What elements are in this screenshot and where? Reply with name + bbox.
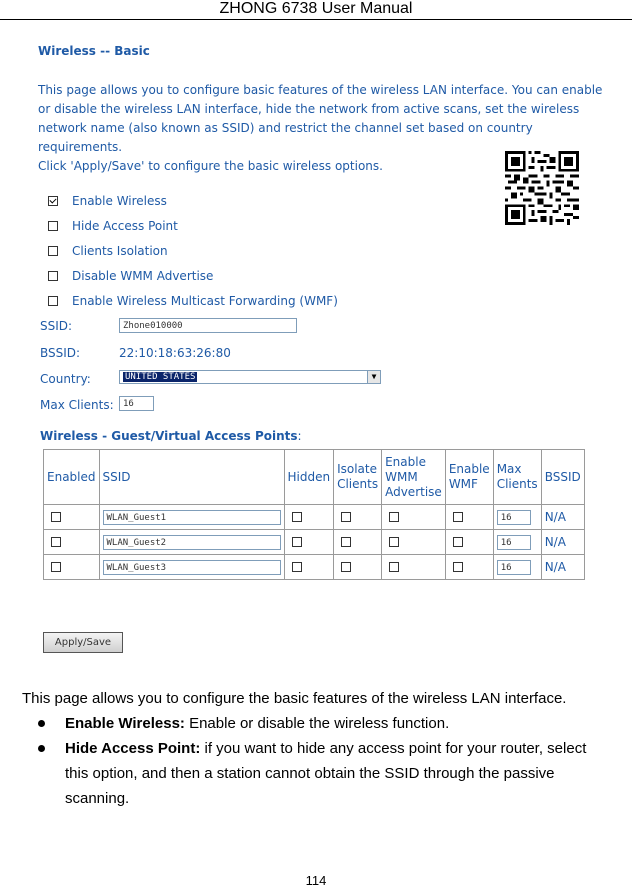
guest-ssid-input[interactable]: WLAN_Guest1 [103, 510, 281, 525]
clients-isolation-checkbox[interactable] [48, 246, 58, 256]
header-line: Isolate [337, 462, 378, 476]
country-selected-value: UNITED STATES [125, 372, 196, 382]
page-title: Wireless -- Basic [38, 44, 150, 58]
bullet-item [0, 711, 605, 736]
bssid-cell: N/A [541, 530, 584, 555]
isolate-checkbox[interactable] [341, 562, 351, 572]
max-clients-label: Max Clients: [40, 398, 114, 412]
ssid-cell [99, 505, 284, 530]
isolate-checkbox[interactable] [341, 537, 351, 547]
guest-ap-table [43, 449, 585, 580]
guest-wmf-checkbox[interactable] [453, 537, 463, 547]
table-row [44, 505, 585, 530]
bssid-cell: N/A [541, 505, 584, 530]
header-line: Clients [496, 477, 538, 491]
col-header-hidden: Hidden [284, 450, 334, 505]
clients-isolation-option[interactable] [48, 243, 168, 259]
chevron-down-icon[interactable]: ▼ [367, 371, 380, 383]
description-line: requirements. [38, 140, 123, 154]
bullet-text: if you want to hide any access point for your router, select this option, and then a station cannot obtain the SSID through the passive scanning. [65, 740, 587, 807]
enabled-checkbox[interactable] [51, 537, 61, 547]
header-line: Enable [448, 462, 490, 476]
max-clients-cell [493, 555, 541, 580]
hidden-checkbox[interactable] [292, 512, 302, 522]
enable-wireless-option[interactable] [48, 193, 167, 209]
enabled-cell [44, 505, 100, 530]
wmm-checkbox[interactable] [389, 562, 399, 572]
guest-section-title-text: Wireless - Guest/Virtual Access Points [40, 429, 298, 443]
enabled-checkbox[interactable] [51, 512, 61, 522]
table-row [44, 555, 585, 580]
hidden-checkbox[interactable] [292, 537, 302, 547]
isolate-cell [334, 505, 382, 530]
hidden-cell [284, 530, 334, 555]
header-line: Clients [337, 477, 379, 491]
wmm-checkbox[interactable] [389, 512, 399, 522]
ssid-input[interactable]: Zhone010000 [119, 318, 297, 333]
guest-wmf-checkbox[interactable] [453, 562, 463, 572]
guest-max-clients-input[interactable]: 16 [497, 535, 531, 550]
manual-body [0, 686, 632, 811]
enabled-cell [44, 555, 100, 580]
wmf-option[interactable] [48, 293, 338, 309]
wmf-cell [445, 530, 493, 555]
description-line: or disable the wireless LAN interface, hide the network from active scans, set the wireless [38, 102, 580, 116]
wmm-cell [382, 555, 446, 580]
enabled-cell [44, 530, 100, 555]
header-line: WMM [385, 469, 418, 484]
document-title: ZHONG 6738 User Manual [219, 0, 413, 17]
bssid-value: 22:10:18:63:26:80 [119, 346, 231, 360]
enabled-checkbox[interactable] [51, 562, 61, 572]
hidden-cell [284, 555, 334, 580]
guest-max-clients-input[interactable]: 16 [497, 560, 531, 575]
page-number: 114 [305, 873, 327, 888]
header-line: Enable [385, 454, 426, 469]
checkbox-label: Hide Access Point [72, 219, 178, 233]
bullet-term: Enable Wireless: [65, 715, 185, 732]
isolate-checkbox[interactable] [341, 512, 351, 522]
col-header-max-clients [493, 450, 541, 505]
bullet-dot-icon [38, 745, 45, 752]
hide-access-point-checkbox[interactable] [48, 221, 58, 231]
bullet-text: Enable or disable the wireless function. [184, 715, 450, 732]
max-clients-cell [493, 530, 541, 555]
guest-section-colon: : [297, 429, 302, 443]
isolate-cell [334, 530, 382, 555]
table-row [44, 530, 585, 555]
guest-wmf-checkbox[interactable] [453, 512, 463, 522]
bullet-term: Hide Access Point: [65, 740, 201, 757]
max-clients-cell [493, 505, 541, 530]
col-header-enabled: Enabled [44, 450, 100, 505]
disable-wmm-option[interactable] [48, 268, 213, 284]
hidden-checkbox[interactable] [292, 562, 302, 572]
wmf-checkbox[interactable] [48, 296, 58, 306]
col-header-bssid: BSSID [541, 450, 584, 505]
col-header-isolate-clients [334, 450, 382, 505]
checkbox-label: Disable WMM Advertise [72, 269, 214, 283]
intro-paragraph: This page allows you to configure the basic features of the wireless LAN interface. [22, 690, 567, 707]
wmf-cell [445, 505, 493, 530]
isolate-cell [334, 555, 382, 580]
bullet-item [0, 736, 605, 811]
apply-save-button[interactable]: Apply/Save [43, 632, 123, 653]
wmm-cell [382, 505, 446, 530]
guest-section-title [40, 429, 302, 443]
col-header-ssid: SSID [99, 450, 284, 505]
guest-max-clients-input[interactable]: 16 [497, 510, 531, 525]
bssid-label: BSSID: [40, 346, 81, 360]
checkbox-label: Enable Wireless [72, 194, 167, 208]
wmm-checkbox[interactable] [389, 537, 399, 547]
header-line: Advertise [385, 484, 442, 499]
qr-code [505, 151, 579, 225]
enable-wireless-checkbox[interactable] [48, 196, 58, 206]
col-header-wmf [445, 450, 493, 505]
max-clients-input[interactable]: 16 [119, 396, 154, 411]
wmm-cell [382, 530, 446, 555]
hide-access-point-option[interactable] [48, 218, 178, 234]
bullet-dot-icon [38, 720, 45, 727]
guest-ssid-input[interactable]: WLAN_Guest2 [103, 535, 281, 550]
disable-wmm-checkbox[interactable] [48, 271, 58, 281]
header-line: WMF [448, 477, 478, 491]
country-select[interactable] [119, 370, 381, 384]
description-line: This page allows you to configure basic features of the wireless LAN interface. You can enable [38, 83, 603, 97]
bssid-cell: N/A [541, 555, 584, 580]
ssid-label: SSID: [40, 319, 73, 333]
table-header-row [44, 450, 585, 505]
country-label: Country: [40, 372, 91, 386]
ssid-cell [99, 555, 284, 580]
hidden-cell [284, 505, 334, 530]
ssid-cell [99, 530, 284, 555]
header-line: Max [496, 462, 522, 476]
col-header-wmm-advertise [382, 450, 446, 505]
checkbox-label: Clients Isolation [72, 244, 168, 258]
description-line: Click 'Apply/Save' to configure the basic wireless options. [38, 159, 383, 173]
wmf-cell [445, 555, 493, 580]
checkbox-label: Enable Wireless Multicast Forwarding (WMF) [72, 294, 338, 308]
guest-ssid-input[interactable]: WLAN_Guest3 [103, 560, 281, 575]
description-line: network name (also known as SSID) and restrict the channel set based on country [38, 121, 533, 135]
